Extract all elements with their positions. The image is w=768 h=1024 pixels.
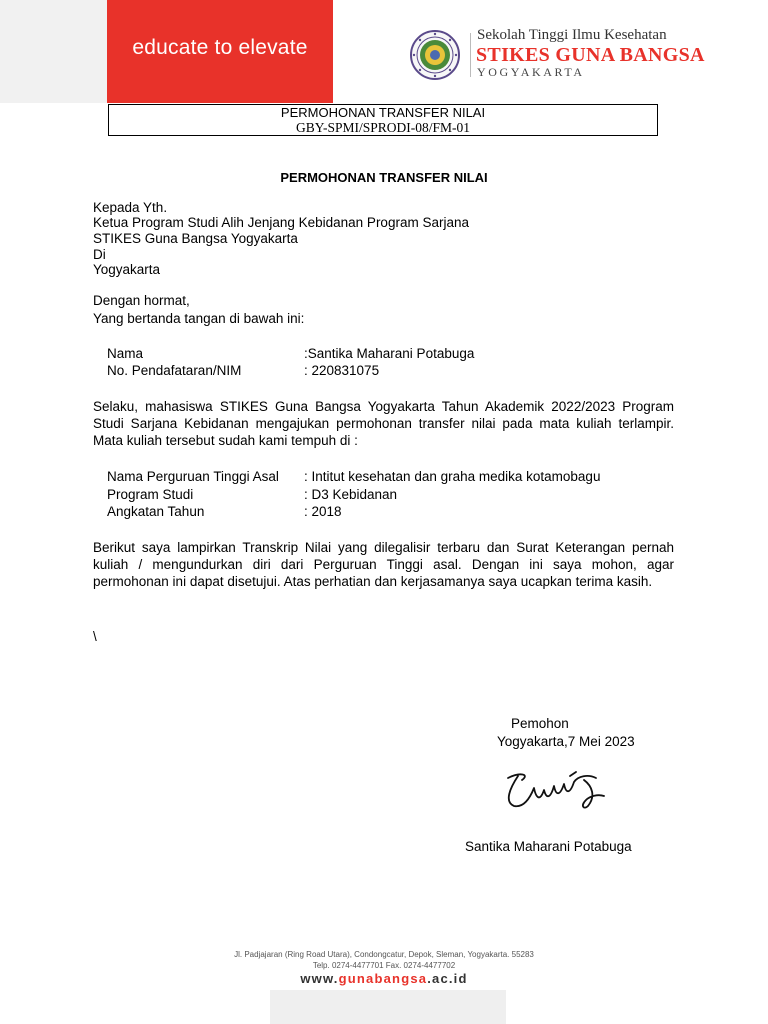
paragraph-2: Berikut saya lampirkan Transkrip Nilai yang dilegalisir terbaru dan Surat Keterangan pernah kuliah / mengundurkan diri dari Perguruan Tinggi asal. Dengan ini saya mohon, agar permohonan ini dapat disetujui. Atas perhatian dan kerjasamanya saya ucapkan terima kasih. — [93, 540, 674, 589]
footer-grey-block — [270, 990, 506, 1024]
header-red-banner — [107, 0, 333, 103]
tagline: educate to elevate — [132, 36, 308, 59]
footer-address: Jl. Padjajaran (Ring Road Utara), Condongcatur, Depok, Sleman, Yogyakarta. 55283 — [234, 950, 534, 959]
recipient-line: Di — [93, 247, 106, 262]
institution-top-line: Sekolah Tinggi Ilmu Kesehatan — [477, 27, 667, 43]
web-suffix: .ac.id — [427, 971, 468, 986]
applicant-value: : 220831075 — [304, 363, 380, 378]
intro: Yang bertanda tangan di bawah ini: — [93, 311, 305, 326]
applicant-label: No. Pendafataran/NIM — [107, 363, 242, 378]
letter-title: PERMOHONAN TRANSFER NILAI — [280, 170, 488, 185]
paragraph-1: Selaku, mahasiswa STIKES Guna Bangsa Yogyakarta Tahun Akademik 2022/2023 Program Studi Sarjana Kebidanan mengajukan permohonan transfer nilai pada mata kuliah terlampir. Mata kuliah tersebut sudah kami tempuh di : — [93, 399, 674, 448]
origin-label: Program Studi — [107, 487, 194, 502]
institution-name: STIKES GUNA BANGSA — [476, 44, 705, 66]
origin-value: : D3 Kebidanan — [304, 487, 398, 502]
form-code-box — [108, 104, 658, 136]
logo-divider — [470, 33, 471, 77]
signature-place-date: Yogyakarta,7 Mei 2023 — [497, 734, 635, 749]
recipient-line: STIKES Guna Bangsa Yogyakarta — [93, 231, 298, 246]
recipient-line: Kepada Yth. — [93, 200, 168, 215]
recipient-line: Ketua Program Studi Alih Jenjang Kebidanan Program Sarjana — [93, 215, 469, 230]
footer-phone: Telp. 0274-4477701 Fax. 0274-4477702 — [312, 961, 456, 970]
web-domain: gunabangsa — [338, 971, 428, 986]
origin-label: Angkatan Tahun — [107, 504, 205, 519]
recipient-line: Yogyakarta — [93, 262, 161, 277]
stray-mark: \ — [93, 629, 97, 644]
signature-role: Pemohon — [511, 716, 569, 731]
institution-city: YOGYAKARTA — [477, 65, 585, 79]
header-left-panel — [0, 0, 107, 103]
form-box-code: GBY-SPMI/SPRODI-08/FM-01 — [295, 120, 471, 135]
form-box-title: PERMOHONAN TRANSFER NILAI — [280, 105, 486, 120]
institution-seal-icon — [410, 30, 460, 80]
handwritten-signature — [500, 768, 606, 812]
origin-value: : Intitut kesehatan dan graha medika kotamobagu — [304, 469, 601, 484]
origin-value: : 2018 — [304, 504, 342, 519]
greeting: Dengan hormat, — [93, 293, 190, 308]
origin-label: Nama Perguruan Tinggi Asal — [107, 469, 279, 484]
footer-website — [0, 971, 768, 986]
applicant-value: :Santika Maharani Potabuga — [304, 346, 475, 361]
signer-name: Santika Maharani Potabuga — [465, 839, 632, 854]
web-prefix: www. — [300, 971, 339, 986]
applicant-label: Nama — [107, 346, 144, 361]
